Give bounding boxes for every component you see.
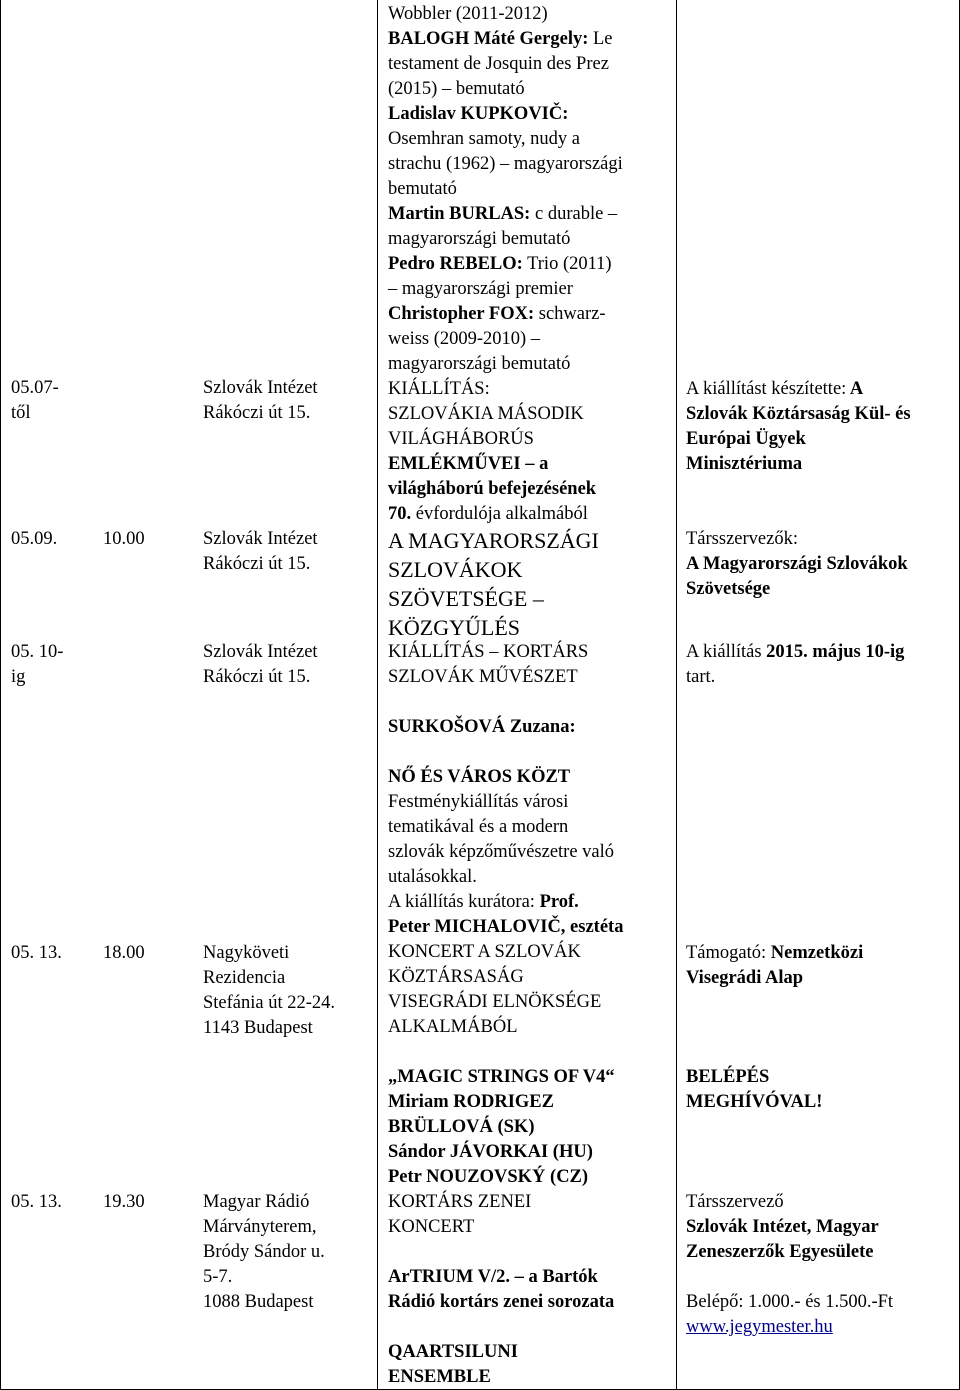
notes-cell: BELÉPÉS MEGHÍVÓVAL! (686, 1067, 823, 1112)
time-cell: 18.00 (103, 943, 145, 963)
table-border-left (0, 0, 1, 1390)
date-cell: 05. 10- ig (11, 642, 64, 687)
column-divider (377, 0, 378, 1390)
venue-cell: Szlovák Intézet Rákóczi út 15. (203, 642, 318, 687)
program-cell: „MAGIC STRINGS OF V4“ Miriam RODRIGEZ BRÜLLOVÁ (SK) Sándor JÁVORKAI (HU) Petr NOUZOVSKÝ (CZ) KORTÁRS ZENEI KONCERT ArTRIUM V/2. – a Bartók Rádió kortárs zenei sorozata QAARTSILUNI ENSEMBLE (388, 1067, 615, 1387)
time-cell: 19.30 (103, 1192, 145, 1212)
date-cell: 05. 13. (11, 1192, 62, 1212)
time-cell: 10.00 (103, 529, 145, 549)
program-cell: A MAGYARORSZÁGI SZLOVÁKOK SZÖVETSÉGE – KÖZGYŰLÉS (388, 528, 599, 640)
notes-cell: Támogató: Nemzetközi Visegrádi Alap (686, 943, 864, 988)
venue-cell: Szlovák Intézet Rákóczi út 15. (203, 378, 318, 423)
date-cell: 05. 13. (11, 943, 62, 963)
notes-cell: A kiállítást készítette: A Szlovák Köztársaság Kül- és Európai Ügyek Minisztériuma (686, 379, 911, 474)
notes-cell: A kiállítás 2015. május 10-ig tart. (686, 642, 905, 687)
program-cell: KIÁLLÍTÁS – KORTÁRS SZLOVÁK MŰVÉSZET SURKOŠOVÁ Zuzana: NŐ ÉS VÁROS KÖZT Festménykiállítás városi tematikával és a modern szlovák képzőművészetre való utalásokkal. A kiállítás kurátora: Prof. Peter MICHALOVIČ, esztéta (388, 642, 624, 937)
program-cell: KIÁLLÍTÁS: SZLOVÁKIA MÁSODIK VILÁGHÁBORÚS EMLÉKMŰVEI – a világháború befejezésének 70. évfordulója alkalmából (388, 379, 597, 524)
notes-cell: Társszervezők: A Magyarországi Szlovákok Szövetsége (686, 529, 908, 599)
program-cell: KONCERT A SZLOVÁK KÖZTÁRSASÁG VISEGRÁDI ELNÖKSÉGE ALKALMÁBÓL (388, 942, 602, 1037)
date-cell: 05.07- től (11, 378, 59, 423)
column-divider (676, 0, 677, 1390)
date-cell: 05.09. (11, 529, 58, 549)
notes-cell: Társszervező Szlovák Intézet, Magyar Zeneszerzők Egyesülete Belépő: 1.000.- és 1.500.-Ft www.jegymester.hu (686, 1190, 956, 1340)
venue-cell: Szlovák Intézet Rákóczi út 15. (203, 529, 318, 574)
venue-cell: Nagyköveti Rezidencia Stefánia út 22-24. 1143 Budapest (203, 943, 336, 1038)
ticket-link[interactable]: www.jegymester.hu (686, 1317, 833, 1337)
venue-cell: Magyar Rádió Márványterem, Bródy Sándor u. 5-7. 1088 Budapest (203, 1192, 325, 1312)
program-cell: Wobbler (2011-2012) BALOGH Máté Gergely: Le testament de Josquin des Prez (2015) – bemutató Ladislav KUPKOVIČ: Osemhran samoty, nudy a strachu (1962) – magyarországi bemutató Martin BURLAS: c durable – magyarországi bemutató Pedro REBELO: Trio (2011) – magyarországi premier Christopher FOX: schwarz- weiss (2009-2010) – magyarországi bemutató (388, 4, 623, 374)
